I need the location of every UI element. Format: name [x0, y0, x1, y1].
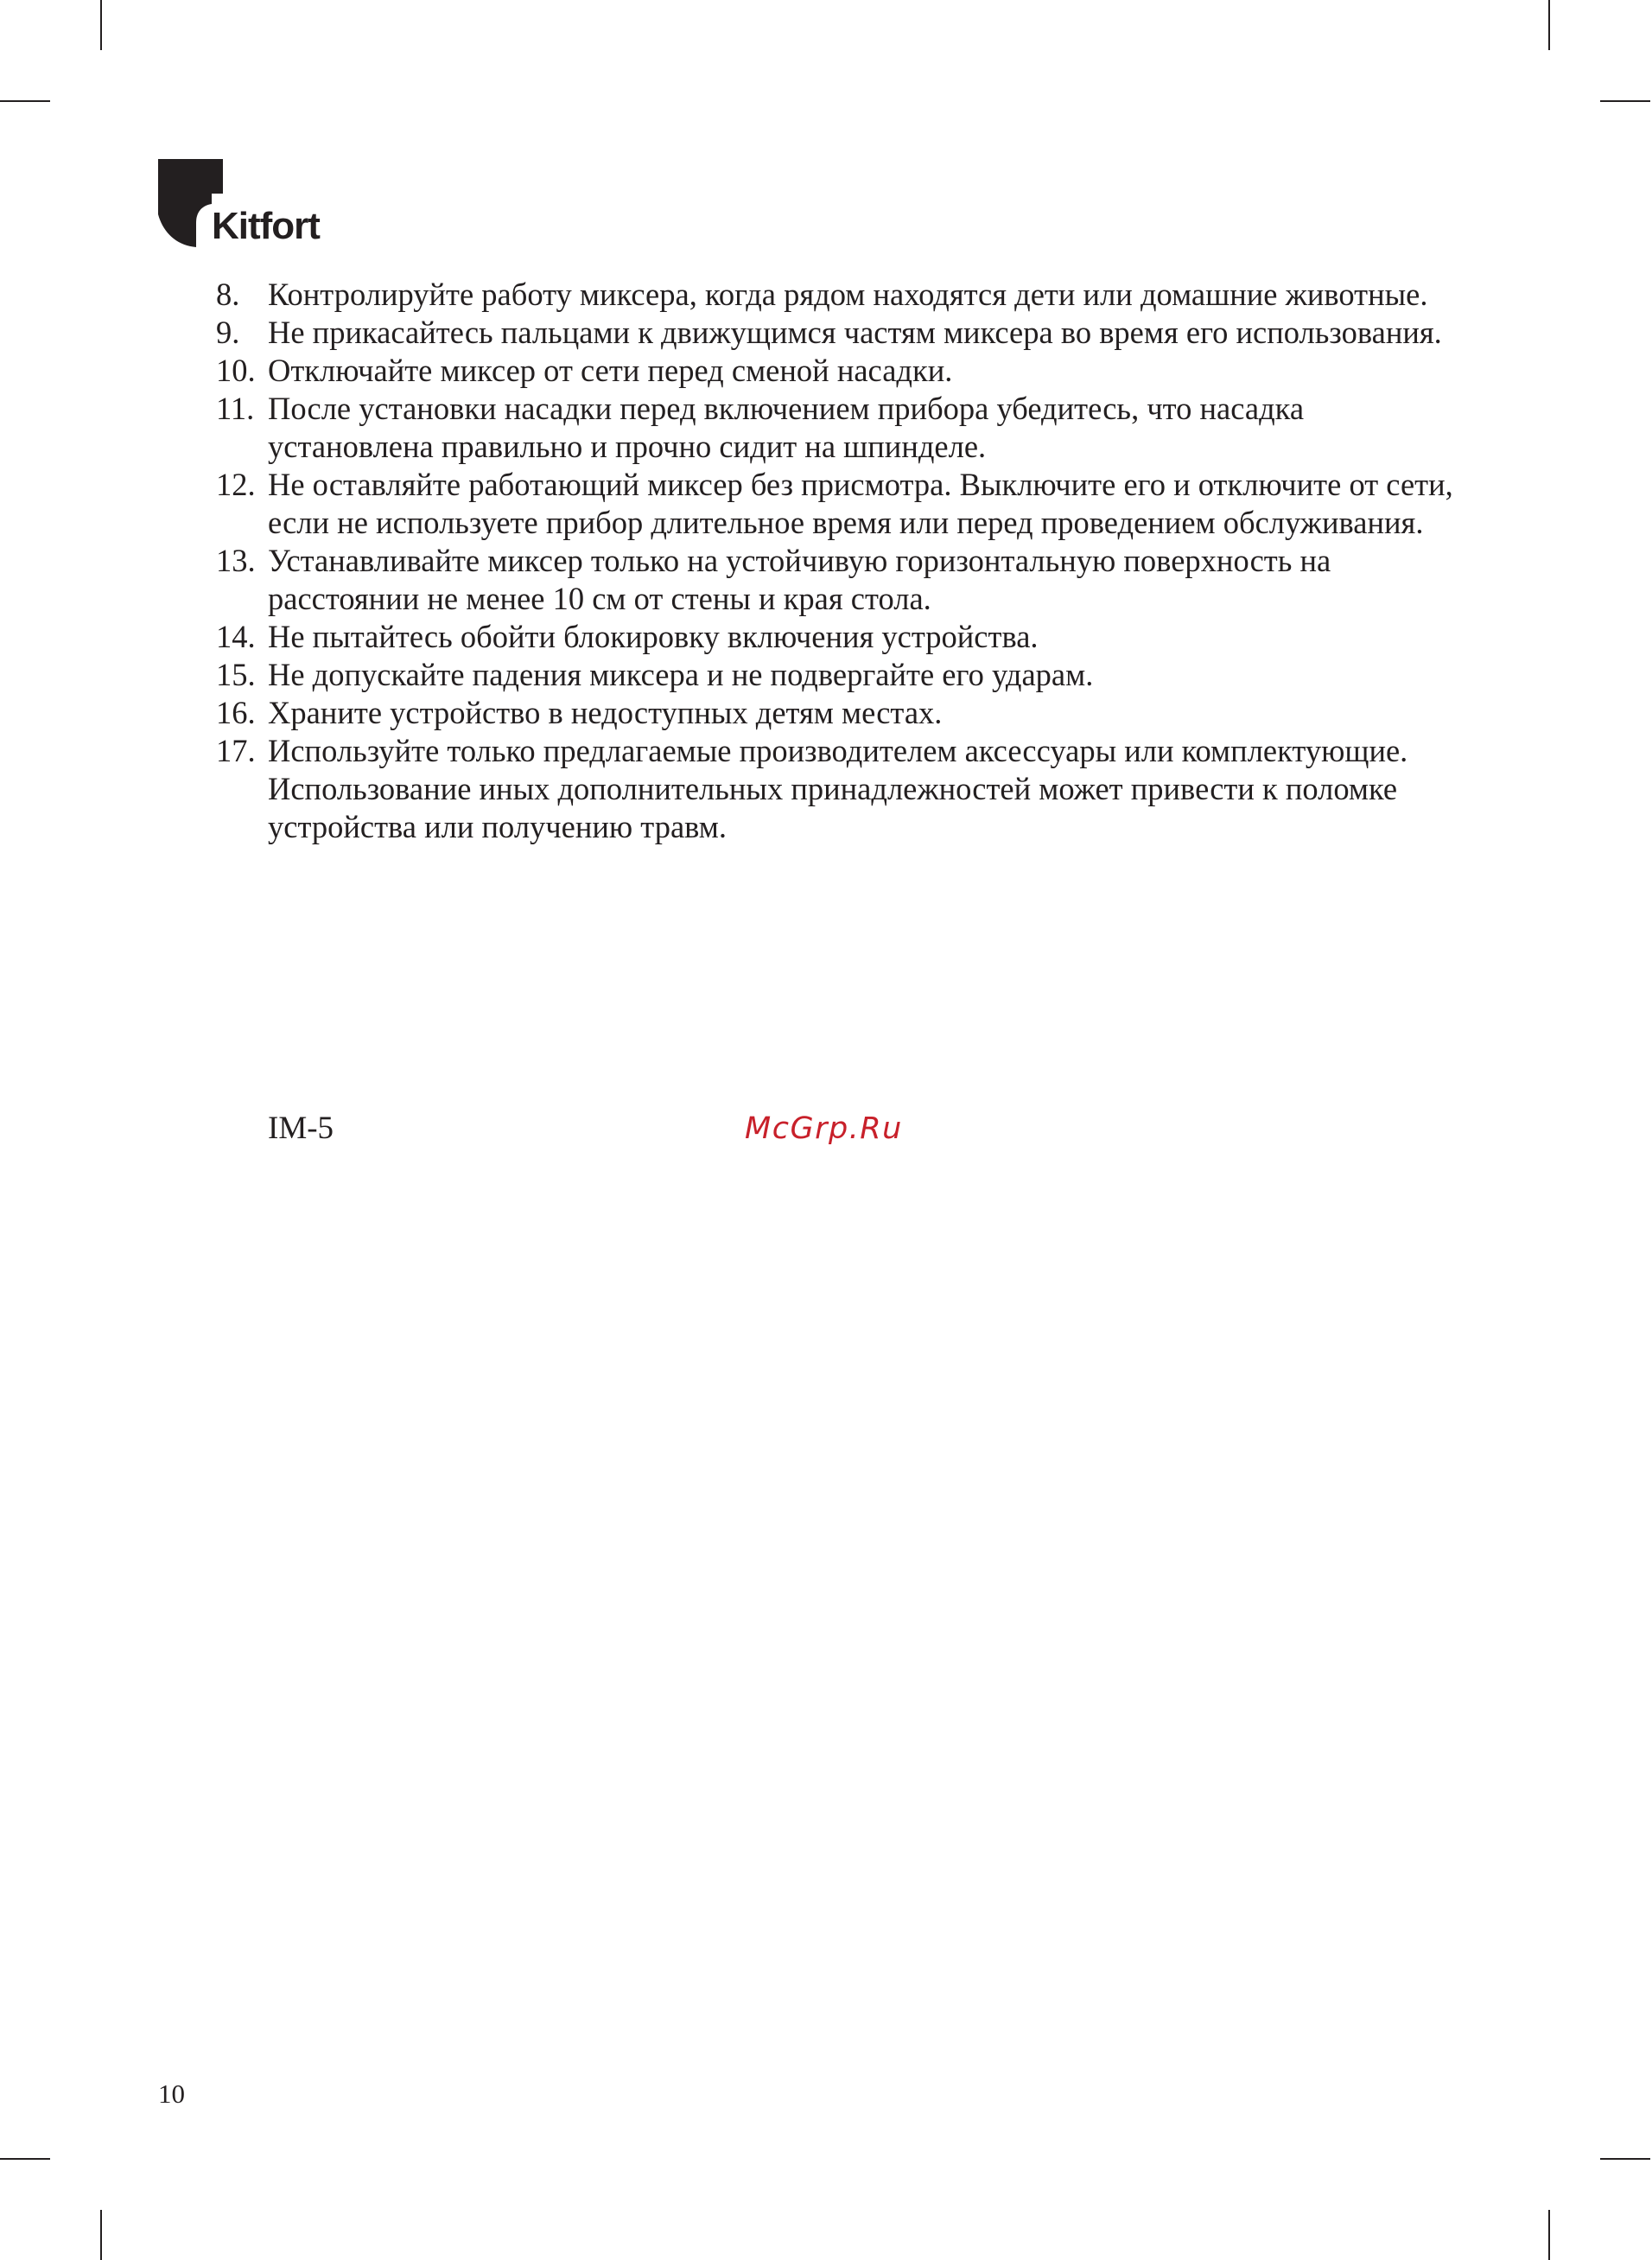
crop-mark: [1548, 0, 1550, 50]
item-text: Контролируйте работу миксера, когда рядом находятся дети или домашние животные.: [268, 277, 1428, 312]
item-number: 9.: [216, 315, 240, 350]
list-item: [216, 390, 1460, 466]
list-item: [216, 352, 1460, 390]
crop-mark: [0, 2158, 50, 2160]
page-number: 10: [158, 2079, 185, 2109]
item-text: Не прикасайтесь пальцами к движущимся частям миксера во время его использования.: [268, 315, 1442, 350]
crop-mark: [1548, 2210, 1550, 2260]
list-item: [216, 618, 1460, 656]
list-item: [216, 694, 1460, 732]
crop-mark: [100, 0, 102, 50]
crop-mark: [1600, 2158, 1650, 2160]
item-text: Устанавливайте миксер только на устойчивую горизонтальную поверхность на расстоянии не менее 10 см от стены и края стола.: [268, 543, 1331, 616]
brand-logo: [158, 159, 340, 251]
item-number: 17.: [216, 733, 256, 768]
item-text: После установки насадки перед включением прибора убедитесь, что насадка установлена правильно и прочно сидит на шпинделе.: [268, 391, 1305, 464]
item-number: 8.: [216, 277, 240, 312]
list-item: [216, 276, 1460, 314]
model-code: IM-5: [268, 1111, 334, 1146]
watermark-link[interactable]: McGrp.Ru: [745, 1111, 903, 1146]
list-item: [216, 466, 1460, 542]
item-text: Не оставляйте работающий миксер без присмотра. Выключите его и отключите от сети, если не используете прибор длительное время или перед проведением обслуживания.: [268, 467, 1453, 540]
safety-instructions-list: [216, 276, 1460, 846]
crop-mark: [1600, 100, 1650, 102]
item-number: 14.: [216, 619, 256, 654]
item-number: 10.: [216, 353, 256, 388]
item-number: 15.: [216, 657, 256, 692]
item-number: 13.: [216, 543, 256, 578]
list-item: [216, 656, 1460, 694]
item-text: Не пытайтесь обойти блокировку включения устройства.: [268, 619, 1039, 654]
list-item: [216, 542, 1460, 618]
item-text: Не допускайте падения миксера и не подвергайте его ударам.: [268, 657, 1094, 692]
item-text: Храните устройство в недоступных детям местах.: [268, 695, 943, 730]
brand-name: Kitfort: [212, 205, 320, 247]
item-text: Отключайте миксер от сети перед сменой насадки.: [268, 353, 953, 388]
list-item: [216, 732, 1460, 846]
crop-mark: [0, 100, 50, 102]
list-item: [216, 314, 1460, 352]
crop-mark: [100, 2210, 102, 2260]
item-number: 16.: [216, 695, 256, 730]
item-number: 11.: [216, 391, 255, 426]
item-text: Используйте только предлагаемые производителем аксессуары или комплектующие. Использование иных дополнительных принадлежностей может привести к поломке устройства или получению травм.: [268, 733, 1408, 844]
item-number: 12.: [216, 467, 256, 502]
